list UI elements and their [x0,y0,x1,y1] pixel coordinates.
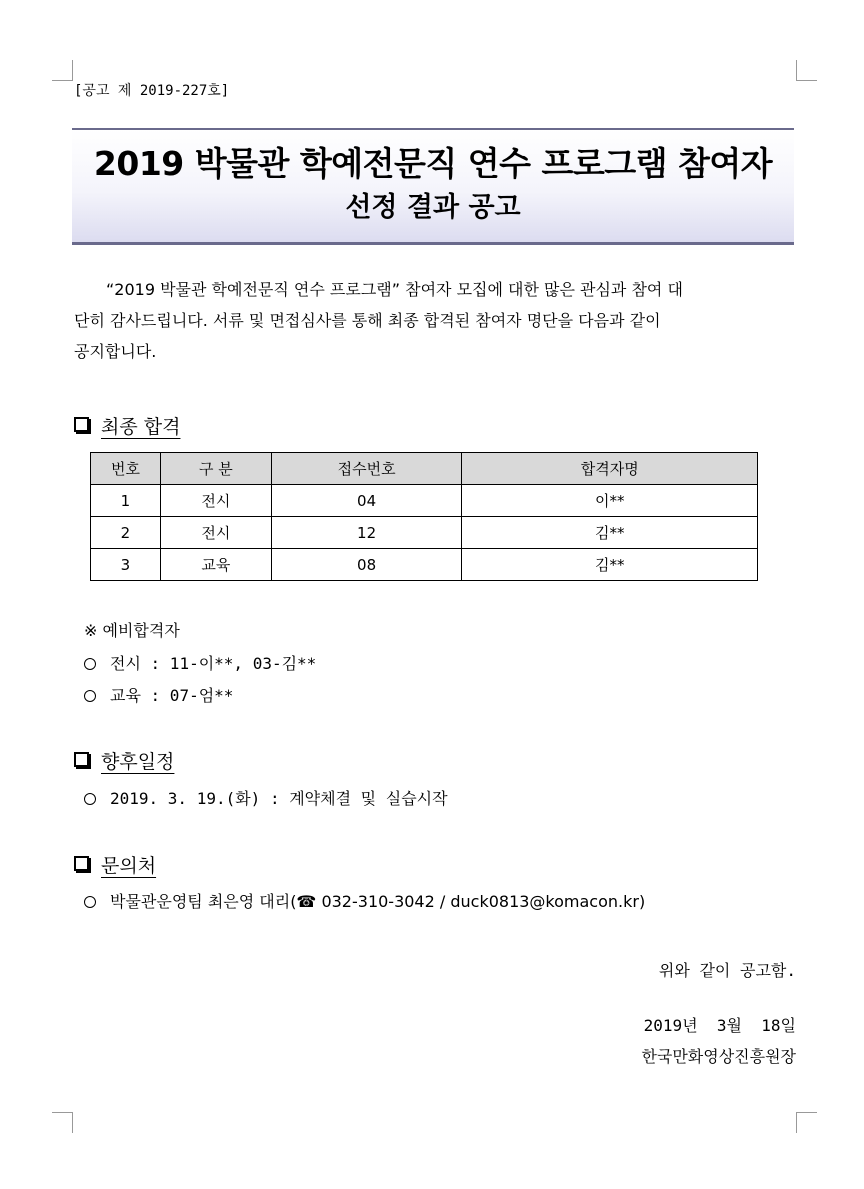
closing-date: 2019년 3월 18일 [643,1016,796,1035]
crop-mark-bottom-left [52,1112,73,1133]
circle-bullet-icon [84,658,96,670]
issuer-name: 한국만화영상진흥원장 [641,1047,796,1066]
cell-receipt: 08 [271,549,462,581]
circle-bullet-icon [84,793,96,805]
cell-name: 김** [462,517,758,549]
intro-line-1: “2019 박물관 학예전문직 연수 프로그램” 참여자 모집에 대한 많은 관심과 참여 대 [106,280,683,299]
contact-item [84,889,645,912]
final-pass-table [90,452,758,581]
cell-name: 김** [462,549,758,581]
col-header-receipt: 접수번호 [271,453,462,485]
cell-number: 1 [91,485,161,517]
crop-mark-bottom-right [796,1112,817,1133]
title-box [72,128,794,245]
reserve-item-text: 전시 : 11-이**, 03-김** [110,654,317,673]
contact-text: 박물관운영팀 최은영 대리(☎ 032-310-3042 / duck0813@komacon.kr) [110,892,646,911]
intro-paragraph [74,274,796,367]
crop-mark-top-left [52,60,73,81]
col-header-number: 번호 [91,453,161,485]
cell-receipt: 04 [271,485,462,517]
title-line-1: 2019 박물관 학예전문직 연수 프로그램 참여자 [93,144,773,183]
table-row [91,485,758,517]
cell-category: 전시 [160,517,271,549]
section-contact-title: 문의처 [101,855,157,877]
intro-line-3: 공지합니다. [74,342,157,361]
reserve-item [84,683,233,706]
reserve-label: ※ 예비합격자 [84,621,180,640]
schedule-item [84,786,448,809]
schedule-item-text: 2019. 3. 19.(화) : 계약체결 및 실습시작 [110,789,448,808]
section-final-pass-title: 최종 합격 [101,416,181,438]
checkbox-square-icon [74,417,89,432]
cell-receipt: 12 [271,517,462,549]
section-schedule-title: 향후일정 [101,751,175,773]
closing-statement: 위와 같이 공고함. [658,961,796,980]
section-final-pass [74,412,180,439]
cell-category: 교육 [160,549,271,581]
circle-bullet-icon [84,690,96,702]
reserve-item [84,651,316,674]
section-contact [74,851,156,878]
checkbox-square-icon [74,856,89,871]
section-schedule [74,747,174,774]
cell-name: 이** [462,485,758,517]
cell-number: 2 [91,517,161,549]
cell-category: 전시 [160,485,271,517]
circle-bullet-icon [84,896,96,908]
col-header-category: 구 분 [160,453,271,485]
cell-number: 3 [91,549,161,581]
checkbox-square-icon [74,752,89,767]
title-line-2: 선정 결과 공고 [345,192,521,223]
notice-number: [공고 제 2019-227호] [74,83,230,99]
table-row [91,517,758,549]
crop-mark-top-right [796,60,817,81]
table-row [91,549,758,581]
reserve-item-text: 교육 : 07-엄** [110,686,234,705]
col-header-name: 합격자명 [462,453,758,485]
table-header-row [91,453,758,485]
intro-line-2: 단히 감사드립니다. 서류 및 면접심사를 통해 최종 합격된 참여자 명단을 다음과 같이 [74,311,661,330]
